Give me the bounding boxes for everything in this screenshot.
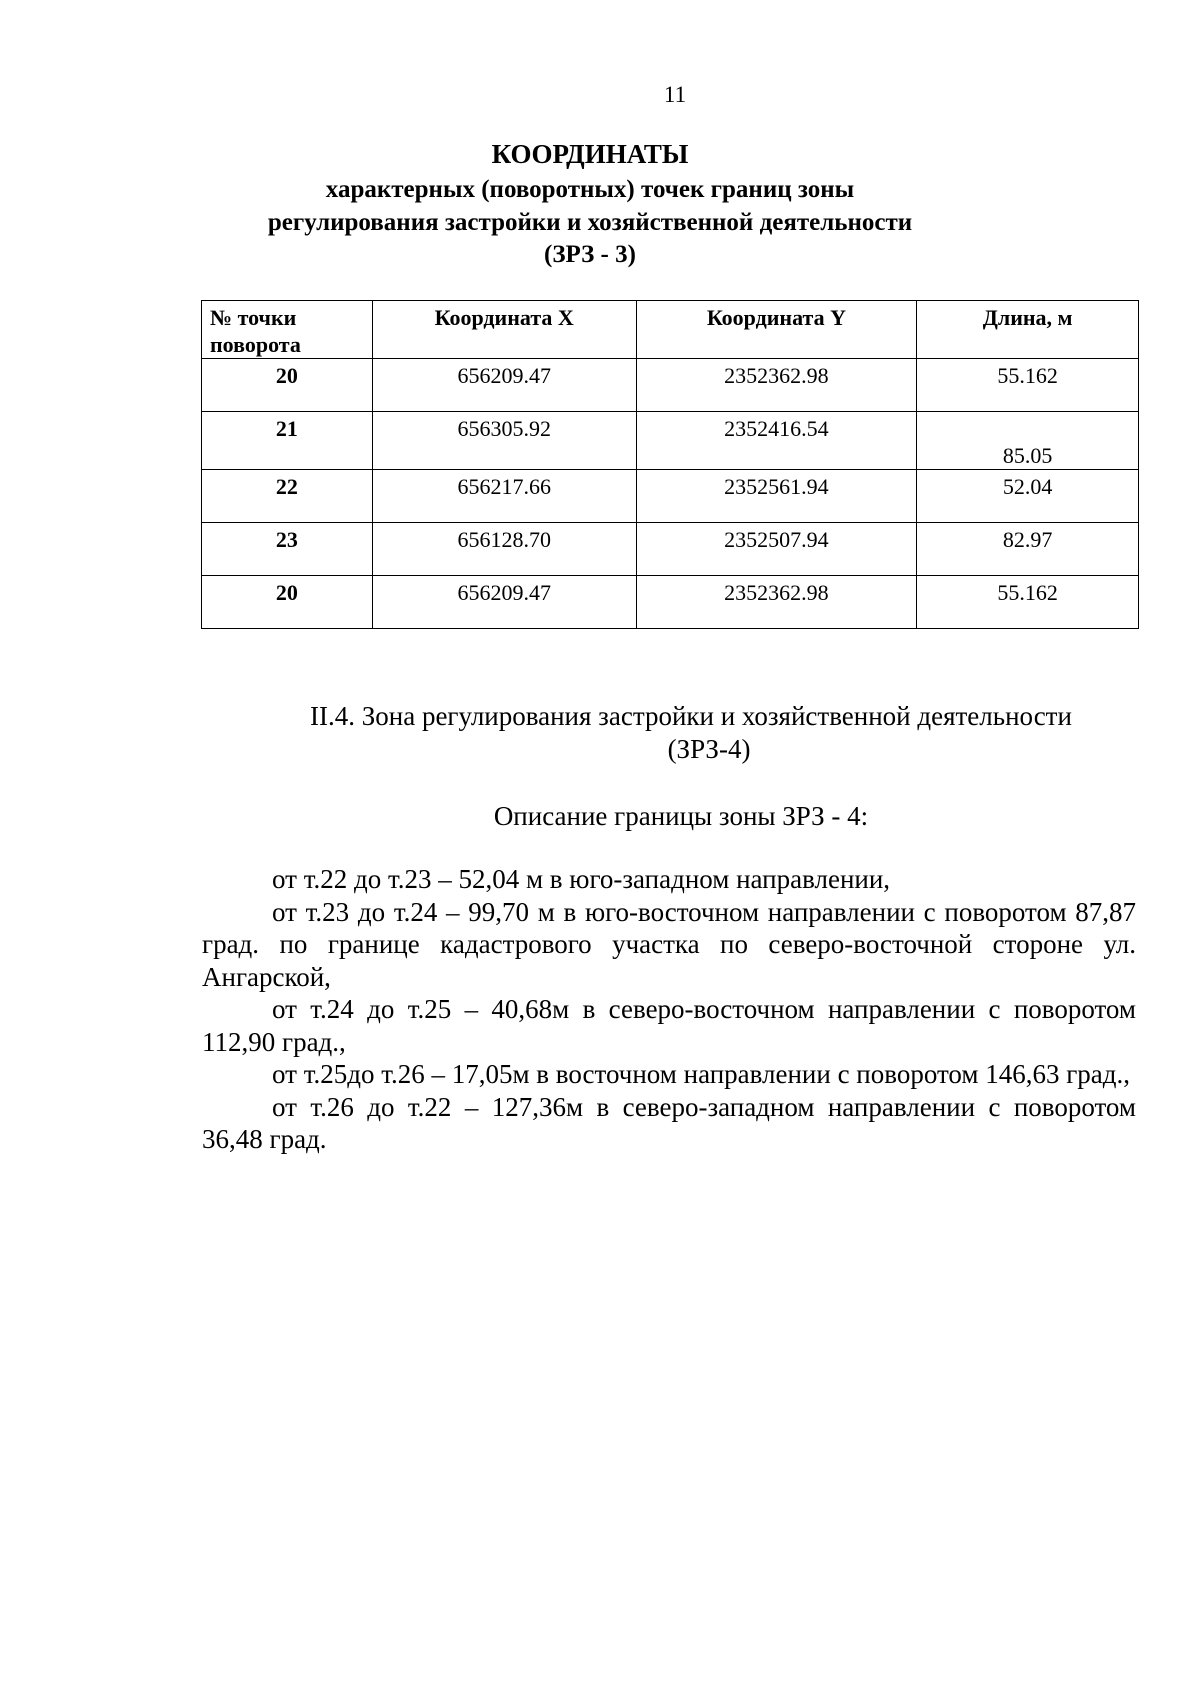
table-header-row (202, 301, 1139, 359)
cell-y: 2352507.94 (636, 523, 917, 576)
table-row (202, 470, 1139, 523)
description-paragraph: от т.24 до т.25 – 40,68м в северо-восточном направлении с поворотом 112,90 град., (202, 994, 1136, 1057)
cell-point: 20 (202, 576, 373, 629)
table-row (202, 359, 1139, 412)
cell-x: 656209.47 (372, 359, 636, 412)
page-number: 11 (663, 82, 687, 107)
cell-length: 55.162 (917, 359, 1139, 412)
description-paragraph: от т.22 до т.23 – 52,04 м в юго-западном направлении, (272, 864, 891, 894)
table-row (202, 576, 1139, 629)
cell-x: 656305.92 (372, 412, 636, 470)
cell-y: 2352561.94 (636, 470, 917, 523)
cell-point: 21 (202, 412, 373, 470)
table-row (202, 523, 1139, 576)
description-paragraph: от т.25до т.26 – 17,05м в восточном направлении с поворотом 146,63 град., (272, 1059, 1131, 1089)
header-coordinate-x: Координата X (372, 301, 636, 359)
document-subtitle-line-3: (ЗРЗ - 3) (544, 241, 636, 268)
cell-x: 656128.70 (372, 523, 636, 576)
description-paragraph: от т.26 до т.22 – 127,36м в северо-западном направлении с поворотом 36,48 град. (202, 1091, 1136, 1154)
cell-point: 20 (202, 359, 373, 412)
cell-length: 82.97 (917, 523, 1139, 576)
header-point-number: № точки поворота (202, 301, 373, 359)
cell-x: 656209.47 (372, 576, 636, 629)
document-title: КООРДИНАТЫ (491, 139, 689, 169)
cell-y: 2352416.54 (636, 412, 917, 470)
section-title: II.4. Зона регулирования застройки и хозяйственной деятельности (310, 701, 1072, 731)
description-title: Описание границы зоны ЗРЗ - 4: (493, 801, 869, 831)
cell-y: 2352362.98 (636, 359, 917, 412)
cell-x: 656217.66 (372, 470, 636, 523)
boundary-description (202, 863, 1136, 1156)
section-subtitle: (ЗРЗ-4) (667, 734, 751, 764)
cell-y: 2352362.98 (636, 576, 917, 629)
document-subtitle-line-2: регулирования застройки и хозяйственной деятельности (267, 209, 913, 236)
cell-length: 85.05 (917, 412, 1139, 470)
header-length: Длина, м (917, 301, 1139, 359)
description-paragraph: от т.23 до т.24 – 99,70 м в юго-восточном направлении с поворотом 87,87 град. по границе кадастрового участка по северо-восточной стороне ул. Ангарской, (202, 896, 1136, 992)
cell-point: 22 (202, 470, 373, 523)
cell-length: 52.04 (917, 470, 1139, 523)
cell-point: 23 (202, 523, 373, 576)
header-coordinate-y: Координата Y (636, 301, 917, 359)
coordinates-table (201, 300, 1139, 629)
document-subtitle-line-1: характерных (поворотных) точек границ зоны (325, 176, 855, 203)
cell-length: 55.162 (917, 576, 1139, 629)
table-row (202, 412, 1139, 470)
